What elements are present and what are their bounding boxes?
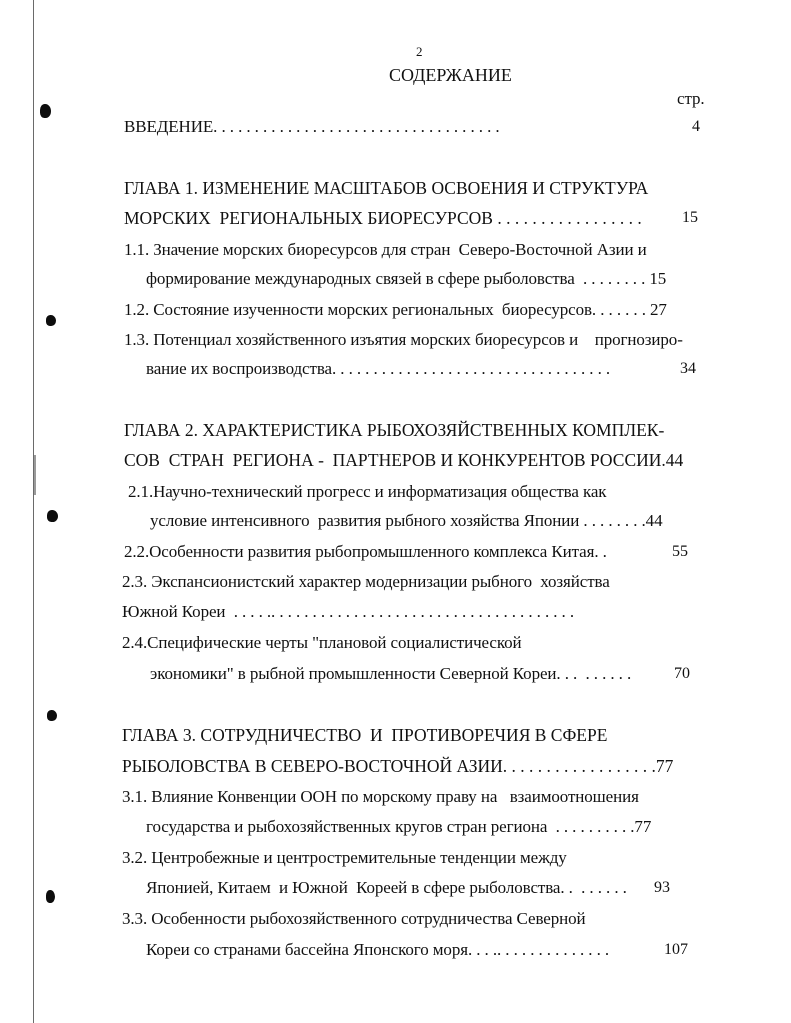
toc-section-3-3-line-2: Кореи со странами бассейна Японского моря. . . .. . . . . . . . . . . . . . (146, 940, 610, 959)
toc-section-1-3-line-2: вание их воспроизводства. . . . . . . . . . . . . . . . . . . . . . . . . . . . . . . . . . (146, 359, 611, 378)
toc-section-2-2: 2.2.Особенности развития рыбопромышленного комплекса Китая. . (124, 542, 607, 561)
scan-hole-mark (47, 510, 58, 522)
toc-page-section-3-3: 107 (664, 941, 688, 958)
toc-page-intro: 4 (692, 118, 700, 135)
toc-section-2-4-line-2: экономики" в рыбной промышленности Северной Кореи. . . . . . . . . (150, 664, 632, 683)
toc-section-2-1-line-2: условие интенсивного развития рыбного хозяйства Японии . . . . . . . .44 (150, 511, 663, 530)
scan-speck (34, 455, 36, 495)
toc-entry-intro: ВВЕДЕНИЕ. . . . . . . . . . . . . . . . . . . . . . . . . . . . . . . . . . . (124, 117, 500, 136)
toc-page-section-2-4: 70 (674, 665, 690, 682)
page-column-label: стр. (677, 89, 705, 108)
page-title: СОДЕРЖАНИЕ (389, 65, 512, 85)
toc-section-3-3-line-1: 3.3. Особенности рыбохозяйственного сотрудничества Северной (122, 909, 586, 928)
toc-section-2-4-line-1: 2.4.Специфические черты "плановой социалистической (122, 633, 522, 652)
toc-page-section-3-2: 93 (654, 879, 670, 896)
toc-section-1-3-line-1: 1.3. Потенциал хозяйственного изъятия морских биоресурсов и прогнозиро- (124, 330, 683, 349)
page-number: 2 (416, 44, 423, 59)
toc-section-1-1-line-2: формирование международных связей в сфере рыболовства . . . . . . . . 15 (146, 269, 667, 288)
toc-page-section-2-2: 55 (672, 543, 688, 560)
toc-page-section-1-3: 34 (680, 360, 696, 377)
toc-section-2-3-line-2: Южной Кореи . . . . .. . . . . . . . . . . . . . . . . . . . . . . . . . . . . . . . . . . . . (122, 602, 575, 621)
toc-page-chapter-1: 15 (682, 209, 698, 226)
toc-chapter-3-line-2: РЫБОЛОВСТВА В СЕВЕРО-ВОСТОЧНОЙ АЗИИ. . . . . . . . . . . . . . . . . .77 (122, 756, 674, 776)
toc-chapter-2-line-2: СОВ СТРАН РЕГИОНА - ПАРТНЕРОВ И КОНКУРЕНТОВ РОССИИ.44 (124, 450, 684, 470)
scan-hole-mark (46, 890, 55, 903)
scan-hole-mark (47, 710, 57, 721)
toc-section-3-1-line-2: государства и рыбохозяйственных кругов стран региона . . . . . . . . . .77 (146, 817, 652, 836)
toc-section-1-1-line-1: 1.1. Значение морских биоресурсов для стран Северо-Восточной Азии и (124, 240, 647, 259)
toc-section-2-1-line-1: 2.1.Научно-технический прогресс и информатизация общества как (128, 482, 607, 501)
toc-chapter-2-line-1: ГЛАВА 2. ХАРАКТЕРИСТИКА РЫБОХОЗЯЙСТВЕННЫХ КОМПЛЕК- (124, 420, 665, 440)
scan-margin-line (33, 0, 34, 1023)
toc-section-2-3-line-1: 2.3. Экспансионистский характер модернизации рыбного хозяйства (122, 572, 610, 591)
toc-section-1-2: 1.2. Состояние изученности морских региональных биоресурсов. . . . . . . 27 (124, 300, 667, 319)
toc-chapter-1-line-1: ГЛАВА 1. ИЗМЕНЕНИЕ МАСШТАБОВ ОСВОЕНИЯ И СТРУКТУРА (124, 178, 649, 198)
scan-hole-mark (40, 104, 51, 118)
scan-hole-mark (46, 315, 56, 326)
toc-chapter-3-line-1: ГЛАВА 3. СОТРУДНИЧЕСТВО И ПРОТИВОРЕЧИЯ В СФЕРЕ (122, 725, 608, 745)
toc-section-3-2-line-1: 3.2. Центробежные и центростремительные тенденции между (122, 848, 567, 867)
toc-section-3-1-line-1: 3.1. Влияние Конвенции ООН по морскому праву на взаимоотношения (122, 787, 639, 806)
toc-chapter-1-line-2: МОРСКИХ РЕГИОНАЛЬНЫХ БИОРЕСУРСОВ . . . . . . . . . . . . . . . . . (124, 208, 642, 228)
toc-section-3-2-line-2: Японией, Китаем и Южной Кореей в сфере рыболовства. . . . . . . . (146, 878, 627, 897)
